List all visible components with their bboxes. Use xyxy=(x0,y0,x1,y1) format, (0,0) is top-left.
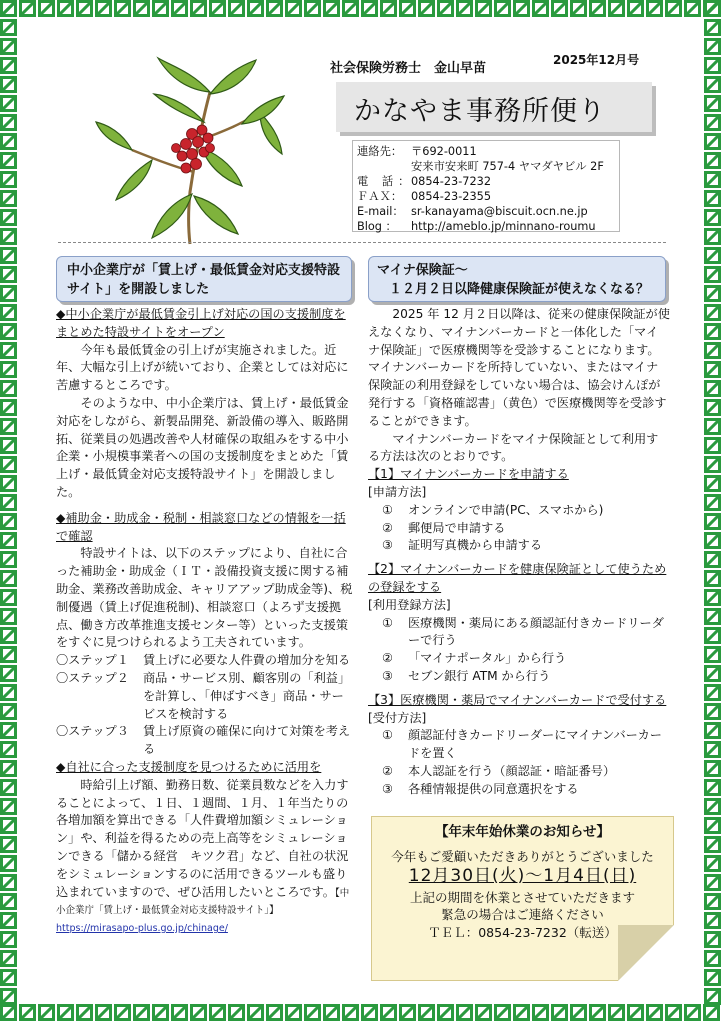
border-square xyxy=(704,855,721,872)
title-box xyxy=(336,82,652,132)
border-square xyxy=(361,1004,378,1021)
right-border xyxy=(704,0,724,1024)
border-square xyxy=(513,0,530,17)
notice-phone[interactable]: ＴＥＬ：0854-23-7232（転送） xyxy=(428,924,617,940)
contact-row-email xyxy=(357,204,619,219)
contact-row-address xyxy=(357,159,619,174)
border-square xyxy=(646,0,663,17)
border-square xyxy=(0,684,17,701)
list-item xyxy=(368,615,670,651)
border-square xyxy=(0,665,17,682)
border-square xyxy=(704,817,721,834)
border-square xyxy=(704,551,721,568)
page-curl-corner xyxy=(618,925,674,981)
border-square xyxy=(0,266,17,283)
list-number: ② xyxy=(382,763,393,778)
newsletter-title: かなやま事務所便り xyxy=(354,96,606,127)
border-square xyxy=(589,0,606,17)
border-square xyxy=(0,608,17,625)
border-square xyxy=(342,1004,359,1021)
border-square xyxy=(209,1004,226,1021)
border-square xyxy=(0,323,17,340)
list-number: ③ xyxy=(382,668,393,683)
list-text: 証明写真機から申請する xyxy=(408,538,543,553)
border-square xyxy=(190,0,207,17)
border-square xyxy=(323,1004,340,1021)
border-square xyxy=(704,209,721,226)
border-square xyxy=(704,969,721,986)
list-number: ① xyxy=(382,615,393,630)
list-number: ② xyxy=(382,520,393,535)
list-text: 郵便局で申請する xyxy=(408,520,506,535)
border-square xyxy=(608,0,625,17)
border-square xyxy=(704,380,721,397)
border-square xyxy=(0,361,17,378)
border-square xyxy=(704,570,721,587)
paragraph-text: 時給引上げ額、勤務日数、従業員数などを入力することによって、１日、１週間、１月、１年当たりの各増加額を算出できる「人件費増加額シミュレーション」や、利益を得るための売上高等をシミュレーションできる「儲かる経営 キツク君」など、自社の状況をシミュレーションするのに活用できるツールも盛り込まれていますので、ぜひ活用したいところです。 xyxy=(56,777,349,899)
border-square xyxy=(0,228,17,245)
border-square xyxy=(380,0,397,17)
paragraph: マイナンバーカードをマイナ保険証として利用する方法は次のとおりです。 xyxy=(368,431,659,464)
notice-title: 【年末年始休業のお知らせ】 xyxy=(434,824,611,840)
border-square xyxy=(0,57,17,74)
notice-thanks: 今年もご愛顧いただきありがとうございました xyxy=(391,848,654,864)
list-text: 医療機関・薬局にある顔認証付きカードリーダーで行う xyxy=(408,615,664,648)
border-square xyxy=(704,779,721,796)
step-label: 〇ステップ１ xyxy=(56,653,129,668)
border-square xyxy=(0,551,17,568)
list-text: セブン銀行 ATM から行う xyxy=(408,668,551,683)
paragraph: 今年も最低賃金の引上げが実施されました。近年、大幅な引上げが続いており、企業としては対応に苦慮するところです。 xyxy=(56,342,349,393)
list-item xyxy=(368,520,670,538)
list-text: オンラインで申請(PC、スマホから) xyxy=(408,502,604,517)
border-square xyxy=(0,817,17,834)
border-square xyxy=(0,969,17,986)
border-square xyxy=(704,608,721,625)
border-square xyxy=(704,114,721,131)
border-square xyxy=(627,1004,644,1021)
contact-row-phone xyxy=(357,174,619,189)
border-square xyxy=(399,1004,416,1021)
border-square xyxy=(704,19,721,36)
contact-label: ＦＡＸ： xyxy=(357,190,403,203)
border-square xyxy=(704,437,721,454)
border-square xyxy=(0,114,17,131)
step-label: 〇ステップ３ xyxy=(56,724,129,739)
border-square xyxy=(399,0,416,17)
border-square xyxy=(38,0,55,17)
border-square xyxy=(570,1004,587,1021)
contact-label: Blog ： xyxy=(357,220,397,233)
border-square xyxy=(704,152,721,169)
border-square xyxy=(228,0,245,17)
left-article-body xyxy=(56,306,354,937)
border-square xyxy=(0,437,17,454)
border-square xyxy=(247,0,264,17)
contact-row-fax xyxy=(357,189,619,204)
border-square xyxy=(704,950,721,967)
list-text: 各種情報提供の同意選択をする xyxy=(408,781,579,796)
border-square xyxy=(114,1004,131,1021)
border-square xyxy=(704,57,721,74)
coffee-plant-illustration xyxy=(92,52,288,248)
list-number: ③ xyxy=(382,538,393,553)
list-text: 「マイナポータル」から行う xyxy=(408,651,567,666)
contact-row-blog xyxy=(357,219,619,234)
border-square xyxy=(665,1004,682,1021)
border-square xyxy=(704,874,721,891)
border-square xyxy=(0,133,17,150)
source-link[interactable]: https://mirasapo-plus.go.jp/chinage/ xyxy=(56,923,228,935)
step-text: 賃上げに必要な人件費の増加分を知る xyxy=(143,653,351,668)
list-item xyxy=(368,650,670,668)
right-article-heading xyxy=(368,256,666,302)
method-label: [申請方法] xyxy=(368,484,427,499)
border-square xyxy=(704,95,721,112)
border-square xyxy=(704,228,721,245)
border-square xyxy=(0,38,17,55)
border-square xyxy=(0,988,17,1005)
border-square xyxy=(19,0,36,17)
list-item xyxy=(368,502,670,520)
holiday-notice xyxy=(371,816,674,981)
border-square xyxy=(0,931,17,948)
header-divider xyxy=(58,242,666,243)
border-square xyxy=(152,1004,169,1021)
border-square xyxy=(285,0,302,17)
border-square xyxy=(684,1004,701,1021)
border-square xyxy=(0,399,17,416)
border-square xyxy=(704,399,721,416)
border-square xyxy=(247,1004,264,1021)
contact-label: 連絡先： xyxy=(357,145,403,158)
paragraph xyxy=(56,777,354,937)
border-square xyxy=(0,893,17,910)
list-item xyxy=(368,727,670,763)
list-text: 本人認証を行う（顔認証・暗証番号） xyxy=(408,763,616,778)
border-square xyxy=(704,589,721,606)
border-square xyxy=(0,722,17,739)
border-square xyxy=(627,0,644,17)
contact-value-blog[interactable]: http://ameblo.jp/minnano-roumu xyxy=(411,220,596,233)
list-item xyxy=(368,668,670,686)
step-text: 賃上げ原資の確保に向けて対策を考える xyxy=(143,724,351,757)
border-square xyxy=(704,836,721,853)
border-square xyxy=(266,0,283,17)
border-square xyxy=(304,1004,321,1021)
border-square xyxy=(190,1004,207,1021)
contact-value-fax: 0854-23-2355 xyxy=(411,190,492,203)
border-square xyxy=(0,190,17,207)
border-square xyxy=(704,76,721,93)
border-square xyxy=(0,950,17,967)
border-square xyxy=(684,0,701,17)
border-square xyxy=(19,1004,36,1021)
list-number: ② xyxy=(382,651,393,666)
border-square xyxy=(704,342,721,359)
border-square xyxy=(704,418,721,435)
border-square xyxy=(704,323,721,340)
border-square xyxy=(646,1004,663,1021)
list-item xyxy=(368,781,670,799)
border-square xyxy=(342,0,359,17)
border-square xyxy=(95,0,112,17)
list-number: ③ xyxy=(382,781,393,796)
border-square xyxy=(494,0,511,17)
border-square xyxy=(475,1004,492,1021)
contact-label: 電 話： xyxy=(357,175,415,188)
left-article-heading: 中小企業庁が「賃上げ・最低賃金対応支援特設サイト」を開設しました xyxy=(56,256,352,302)
contact-value-phone: 0854-23-7232 xyxy=(411,175,492,188)
border-square xyxy=(0,532,17,549)
step-text: 商品・サービス別、顧客別の「利益」を計算し、「伸ばすべき」商品・サービスを検討する xyxy=(143,670,351,721)
right-article-body xyxy=(368,306,670,799)
steps-list xyxy=(56,652,354,759)
section-title: ◆補助金・助成金・税制・相談窓口などの情報を一括で確認 xyxy=(56,510,346,543)
border-square xyxy=(513,1004,530,1021)
border-square xyxy=(704,494,721,511)
border-square xyxy=(0,342,17,359)
border-square xyxy=(171,0,188,17)
border-square xyxy=(704,684,721,701)
border-square xyxy=(494,1004,511,1021)
notice-emergency-text: 緊急の場合はご連絡ください xyxy=(441,907,604,922)
border-square xyxy=(704,627,721,644)
border-square xyxy=(0,0,17,17)
contact-block xyxy=(352,140,620,232)
border-square xyxy=(704,646,721,663)
border-square xyxy=(418,0,435,17)
border-square xyxy=(304,0,321,17)
border-square xyxy=(704,703,721,720)
top-border xyxy=(0,0,724,20)
notice-dates: 12月30日(火)～1月4日(日) xyxy=(408,866,637,886)
border-square xyxy=(323,0,340,17)
border-square xyxy=(704,133,721,150)
paragraph: 2025 年 12 月２日以降は、従来の健康保険証が使えなくなり、マイナンバーカードと一体化した「マイナ保険証」で医療機関等を受診することになります。マイナンバーカードを所持していない、またはマイナ保険証の利用登録をしていない場合は、協会けんぽが発行する「資格確認書」（黄色）で医療機関等を受診することができます。 xyxy=(368,307,670,428)
border-square xyxy=(418,1004,435,1021)
border-square xyxy=(0,494,17,511)
border-square xyxy=(704,456,721,473)
border-square xyxy=(0,779,17,796)
border-square xyxy=(456,0,473,17)
border-square xyxy=(704,893,721,910)
border-square xyxy=(0,855,17,872)
border-square xyxy=(0,741,17,758)
list-number: ① xyxy=(382,502,393,517)
border-square xyxy=(0,703,17,720)
border-square xyxy=(228,1004,245,1021)
border-square xyxy=(95,1004,112,1021)
contact-value-address: 安来市安来町 757-4 ヤマダヤビル 2F xyxy=(411,160,604,173)
border-square xyxy=(57,0,74,17)
border-square xyxy=(0,570,17,587)
border-square xyxy=(133,1004,150,1021)
border-square xyxy=(704,912,721,929)
border-square xyxy=(171,1004,188,1021)
border-square xyxy=(437,0,454,17)
border-square xyxy=(551,0,568,17)
border-square xyxy=(361,0,378,17)
border-square xyxy=(704,171,721,188)
organization-name: 社会保険労務士 金山早苗 xyxy=(330,61,487,76)
border-square xyxy=(456,1004,473,1021)
border-square xyxy=(704,532,721,549)
border-square xyxy=(589,1004,606,1021)
paragraph: そのような中、中小企業庁は、賃上げ・最低賃金対応をしながら、新製品開発、新設備の導入、販路開拓、従業員の処遇改善や人材確保の取組みをする中小企業・小規模事業者への国の支援制度をまとめた「賃上げ・最低賃金対応支援特設サイト」を開設しました。 xyxy=(56,395,349,499)
notice-closed-text: 上記の期間を休業とさせていただきます xyxy=(409,889,635,905)
border-square xyxy=(209,0,226,17)
issue-date: 2025年12月号 xyxy=(553,53,640,67)
right-heading-line1: マイナ保険証～ xyxy=(377,263,468,278)
bottom-border xyxy=(0,1004,724,1024)
border-square xyxy=(0,380,17,397)
step-label: 〇ステップ２ xyxy=(56,670,129,685)
border-square xyxy=(475,0,492,17)
border-square xyxy=(57,1004,74,1021)
border-square xyxy=(0,798,17,815)
border-square xyxy=(285,1004,302,1021)
border-square xyxy=(133,0,150,17)
border-square xyxy=(704,266,721,283)
border-square xyxy=(704,475,721,492)
border-square xyxy=(704,988,721,1005)
border-square xyxy=(0,171,17,188)
border-square xyxy=(38,1004,55,1021)
border-square xyxy=(152,0,169,17)
border-square xyxy=(608,1004,625,1021)
border-square xyxy=(665,0,682,17)
border-square xyxy=(0,19,17,36)
step-heading: 【2】マイナンバーカードを健康保険証として使うための登録をする xyxy=(368,562,667,594)
border-square xyxy=(0,209,17,226)
contact-row-address-label xyxy=(357,144,619,159)
border-square xyxy=(570,0,587,17)
border-square xyxy=(0,646,17,663)
border-square xyxy=(0,589,17,606)
border-square xyxy=(704,513,721,530)
border-square xyxy=(704,798,721,815)
border-square xyxy=(437,1004,454,1021)
list-item xyxy=(368,763,670,781)
border-square xyxy=(76,0,93,17)
border-square xyxy=(0,285,17,302)
source-note: 【中小企業庁「賃上げ・最低賃金対応支援特設サイト」】 xyxy=(56,887,350,917)
border-square xyxy=(0,76,17,93)
border-square xyxy=(0,627,17,644)
border-square xyxy=(0,475,17,492)
border-square xyxy=(0,418,17,435)
border-square xyxy=(0,836,17,853)
border-square xyxy=(704,741,721,758)
left-border xyxy=(0,0,20,1024)
contact-value-postcode: 〒692-0011 xyxy=(411,145,477,158)
border-square xyxy=(704,38,721,55)
border-square xyxy=(704,304,721,321)
method-label: [受付方法] xyxy=(368,710,427,725)
border-square xyxy=(704,0,721,17)
border-square xyxy=(76,1004,93,1021)
border-square xyxy=(266,1004,283,1021)
border-square xyxy=(704,247,721,264)
step-heading: 【1】マイナンバーカードを申請する xyxy=(368,467,569,482)
right-heading-line2: １２月２日以降健康保険証が使えなくなる？ xyxy=(389,282,650,297)
section-title: ◆自社に合った支援制度を見つけるために活用を xyxy=(56,759,322,774)
border-square xyxy=(0,874,17,891)
border-square xyxy=(114,0,131,17)
list-number: ① xyxy=(382,728,393,743)
border-square xyxy=(0,513,17,530)
border-square xyxy=(532,1004,549,1021)
contact-label: E-mail： xyxy=(357,205,404,218)
border-square xyxy=(380,1004,397,1021)
border-square xyxy=(704,722,721,739)
paragraph: 特設サイトは、以下のステップにより、自社に合った補助金・助成金（ＩＴ・設備投資支援に関する補助金、業務改善助成金、キャリアアップ助成金等)、税制優遇（賃上げ促進税制)、相談窓口（よろず支援拠点、働き方改革推進支援センター等）といった支援策をすぐに見つけられるよう工夫されています。 xyxy=(56,546,353,650)
border-square xyxy=(0,152,17,169)
list-item xyxy=(368,537,670,555)
border-square xyxy=(0,95,17,112)
border-square xyxy=(704,361,721,378)
border-square xyxy=(0,456,17,473)
border-square xyxy=(551,1004,568,1021)
border-square xyxy=(704,760,721,777)
border-square xyxy=(0,247,17,264)
list-text: 顔認証付きカードリーダーにマイナンバーカードを置く xyxy=(408,728,662,761)
step-heading: 【3】医療機関・薬局でマイナンバーカードで受付する xyxy=(368,692,667,707)
border-square xyxy=(0,760,17,777)
border-square xyxy=(704,190,721,207)
method-label: [利用登録方法] xyxy=(368,597,451,612)
border-square xyxy=(704,931,721,948)
border-square xyxy=(704,665,721,682)
border-square xyxy=(0,912,17,929)
border-square xyxy=(532,0,549,17)
contact-label xyxy=(357,159,411,174)
border-square xyxy=(704,285,721,302)
border-square xyxy=(0,304,17,321)
section-title: ◆中小企業庁が最低賃金引上げ対応の国の支援制度をまとめた特設サイトをオープン xyxy=(56,307,346,339)
contact-value-email[interactable]: sr-kanayama@biscuit.ocn.ne.jp xyxy=(411,205,588,218)
